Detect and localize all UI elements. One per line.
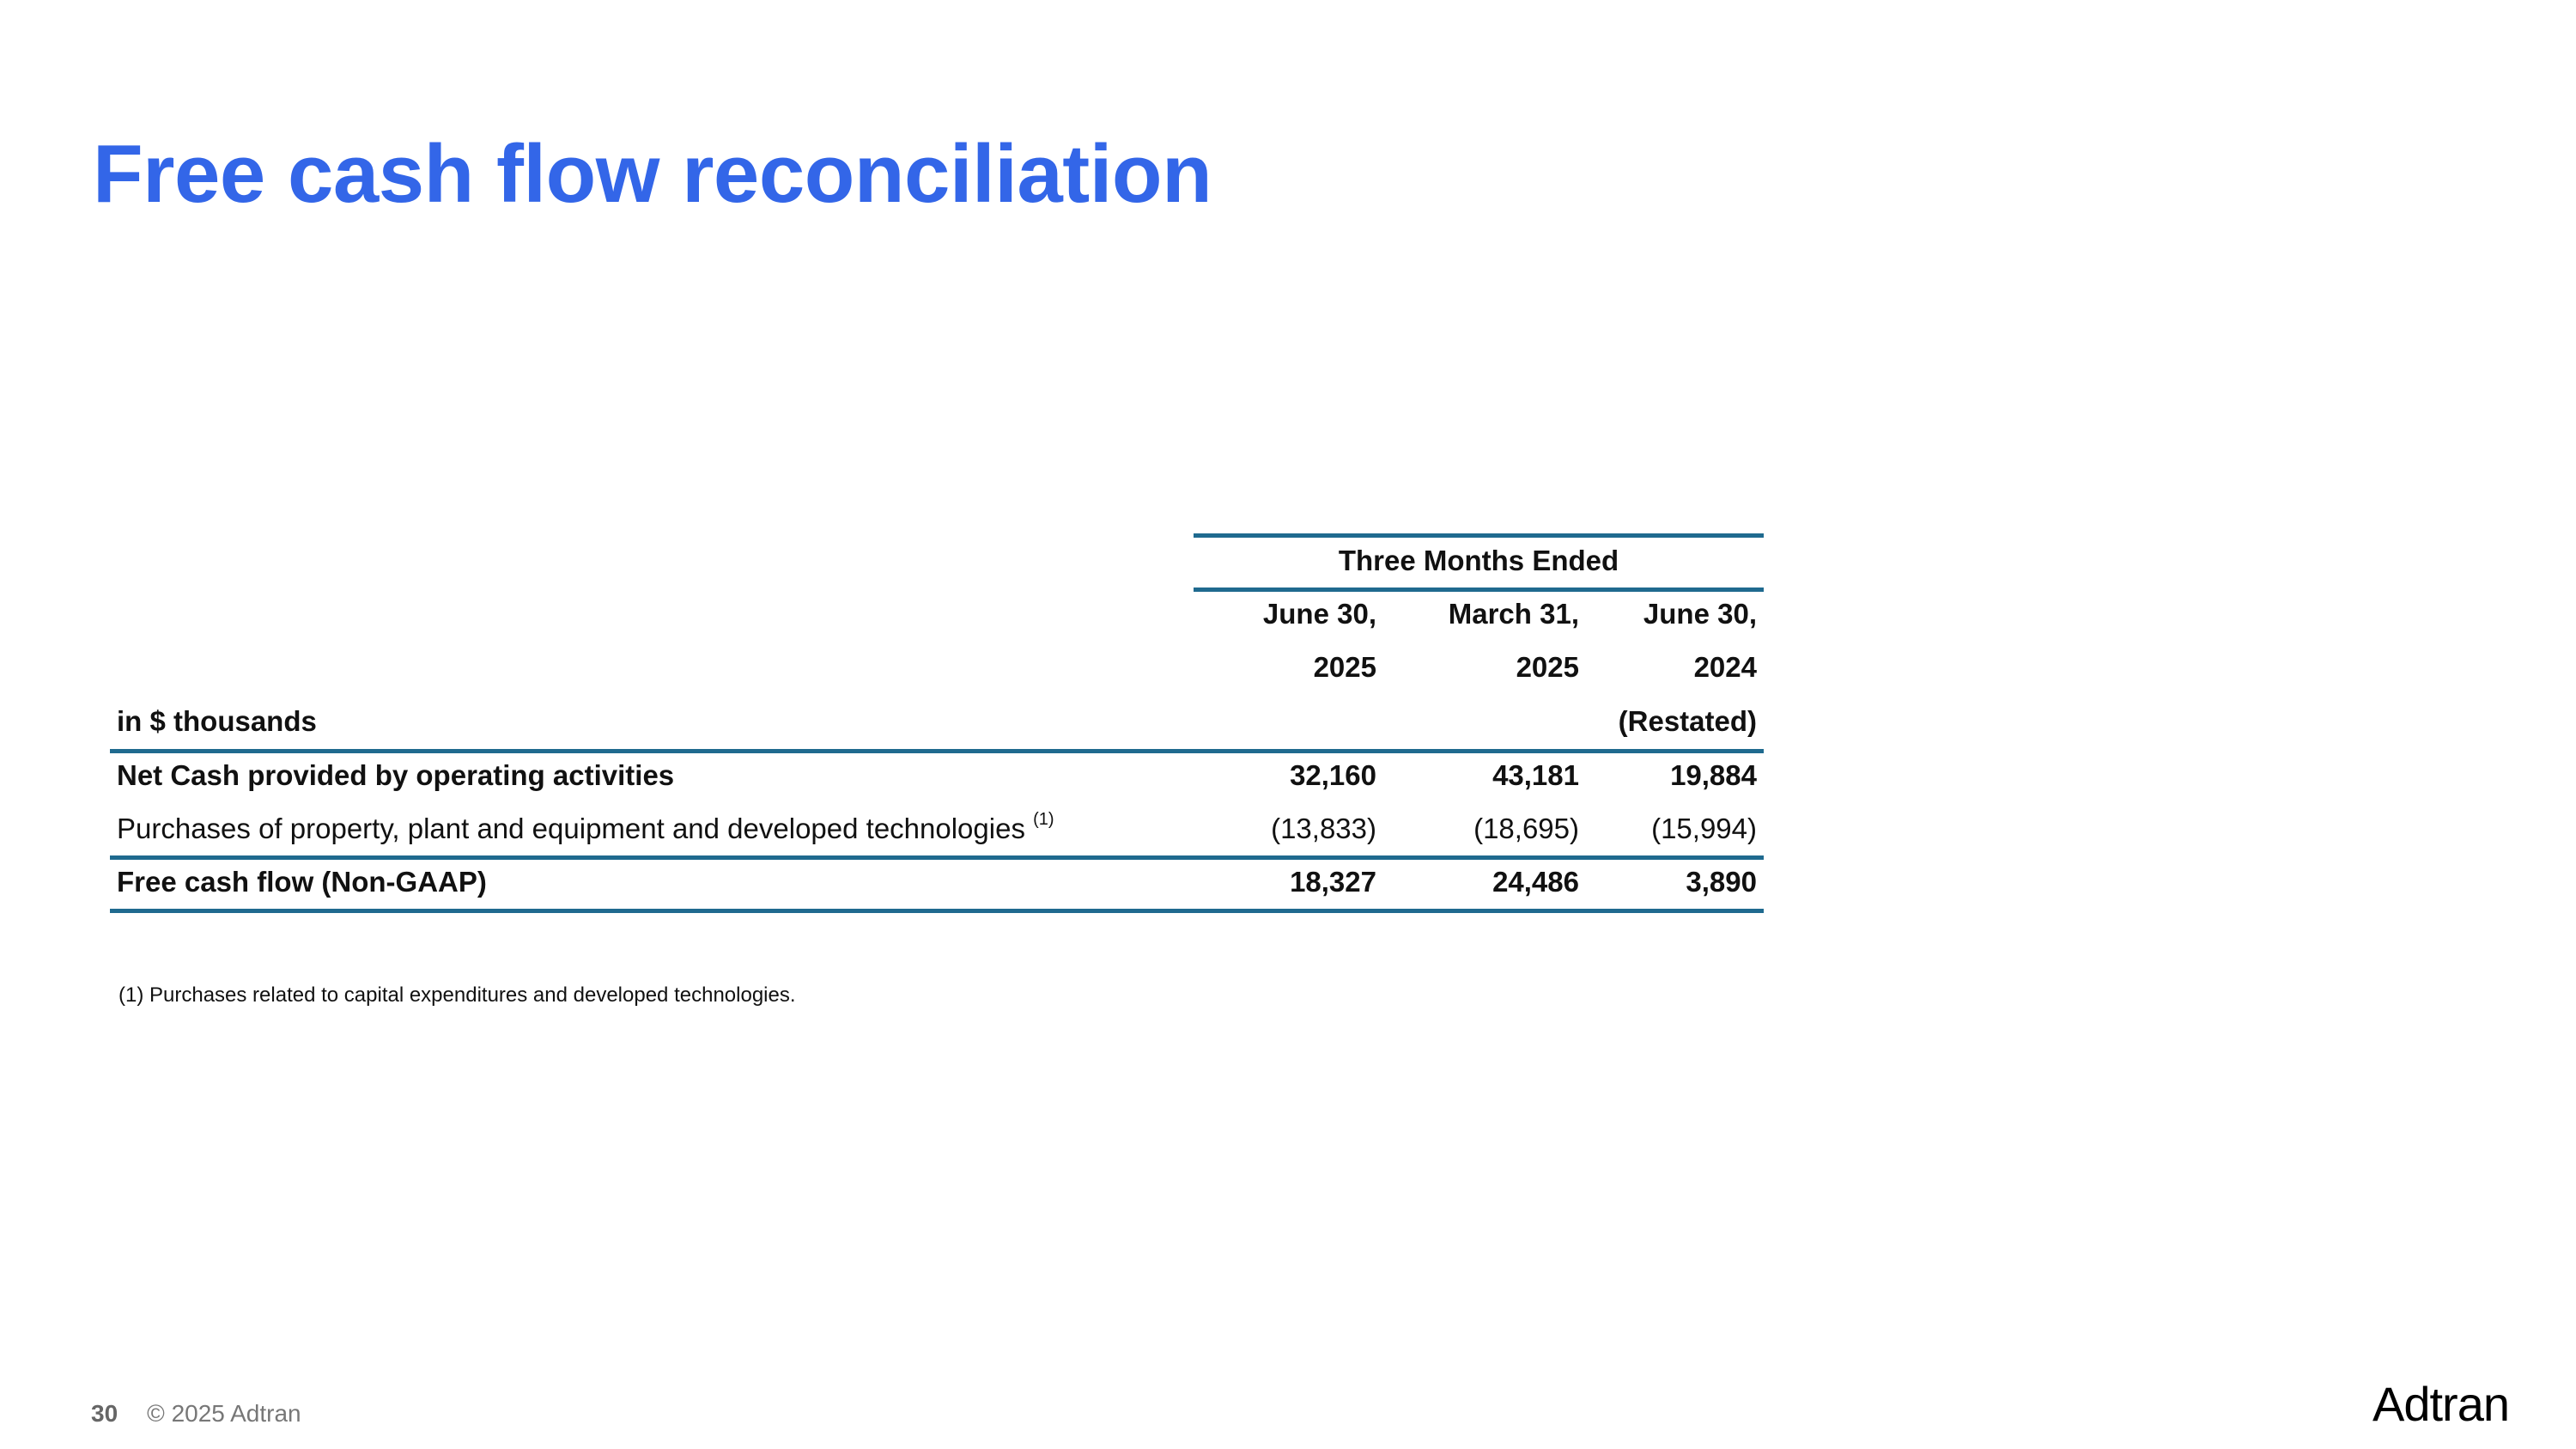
col-3-date: June 30,: [1643, 598, 1757, 630]
table-row-free-cash-flow: [110, 855, 1764, 909]
row-label-net-cash: Net Cash provided by operating activities: [117, 759, 675, 791]
row-label-free-cash-flow: Free cash flow (Non-GAAP): [117, 866, 487, 898]
page-number: 30: [91, 1400, 118, 1427]
footer: [91, 1400, 301, 1428]
header-row-units: [110, 694, 1764, 749]
copyright: © 2025 Adtran: [147, 1400, 301, 1427]
col-1-date: June 30,: [1262, 598, 1376, 630]
table-row-purchases: [110, 802, 1764, 855]
cell-fcf-q2-2024: 3,890: [1686, 866, 1757, 898]
units-label: in $ thousands: [117, 705, 317, 737]
row-label-purchases: Purchases of property, plant and equipment and developed technologies $^{(1)}$: [117, 810, 1054, 844]
col-3-year: 2024: [1693, 651, 1757, 683]
group-header: [1194, 533, 1764, 588]
group-header-label: Three Months Ended: [1338, 544, 1619, 576]
header-row-years: [110, 641, 1764, 694]
table-rule-bottom: [110, 909, 1764, 913]
col-3-restated-note: (Restated): [1618, 705, 1757, 737]
cell-purchases-q1-2025: (18,695): [1473, 813, 1579, 844]
cell-net-cash-q2-2024: 19,884: [1670, 759, 1757, 791]
slide-title: Free cash flow reconciliation: [93, 128, 1212, 220]
col-1-year: 2025: [1313, 651, 1376, 683]
footnote: (1) Purchases related to capital expenditures and developed technologies.: [118, 983, 796, 1007]
col-2-date: March 31,: [1448, 598, 1579, 630]
col-2-year: 2025: [1516, 651, 1579, 683]
cell-fcf-q1-2025: 24,486: [1492, 866, 1579, 898]
cell-fcf-q2-2025: 18,327: [1290, 866, 1376, 898]
footnote-ref: (1): [1033, 810, 1054, 829]
table-row-net-cash: [110, 749, 1764, 802]
free-cash-flow-table: [110, 533, 1764, 909]
adtran-logo: Adtran: [2372, 1377, 2509, 1431]
cell-purchases-q2-2024: (15,994): [1651, 813, 1757, 844]
cell-purchases-q2-2025: (13,833): [1271, 813, 1376, 844]
cell-net-cash-q1-2025: 43,181: [1492, 759, 1579, 791]
header-row-dates: [110, 588, 1764, 641]
cell-net-cash-q2-2025: 32,160: [1290, 759, 1376, 791]
